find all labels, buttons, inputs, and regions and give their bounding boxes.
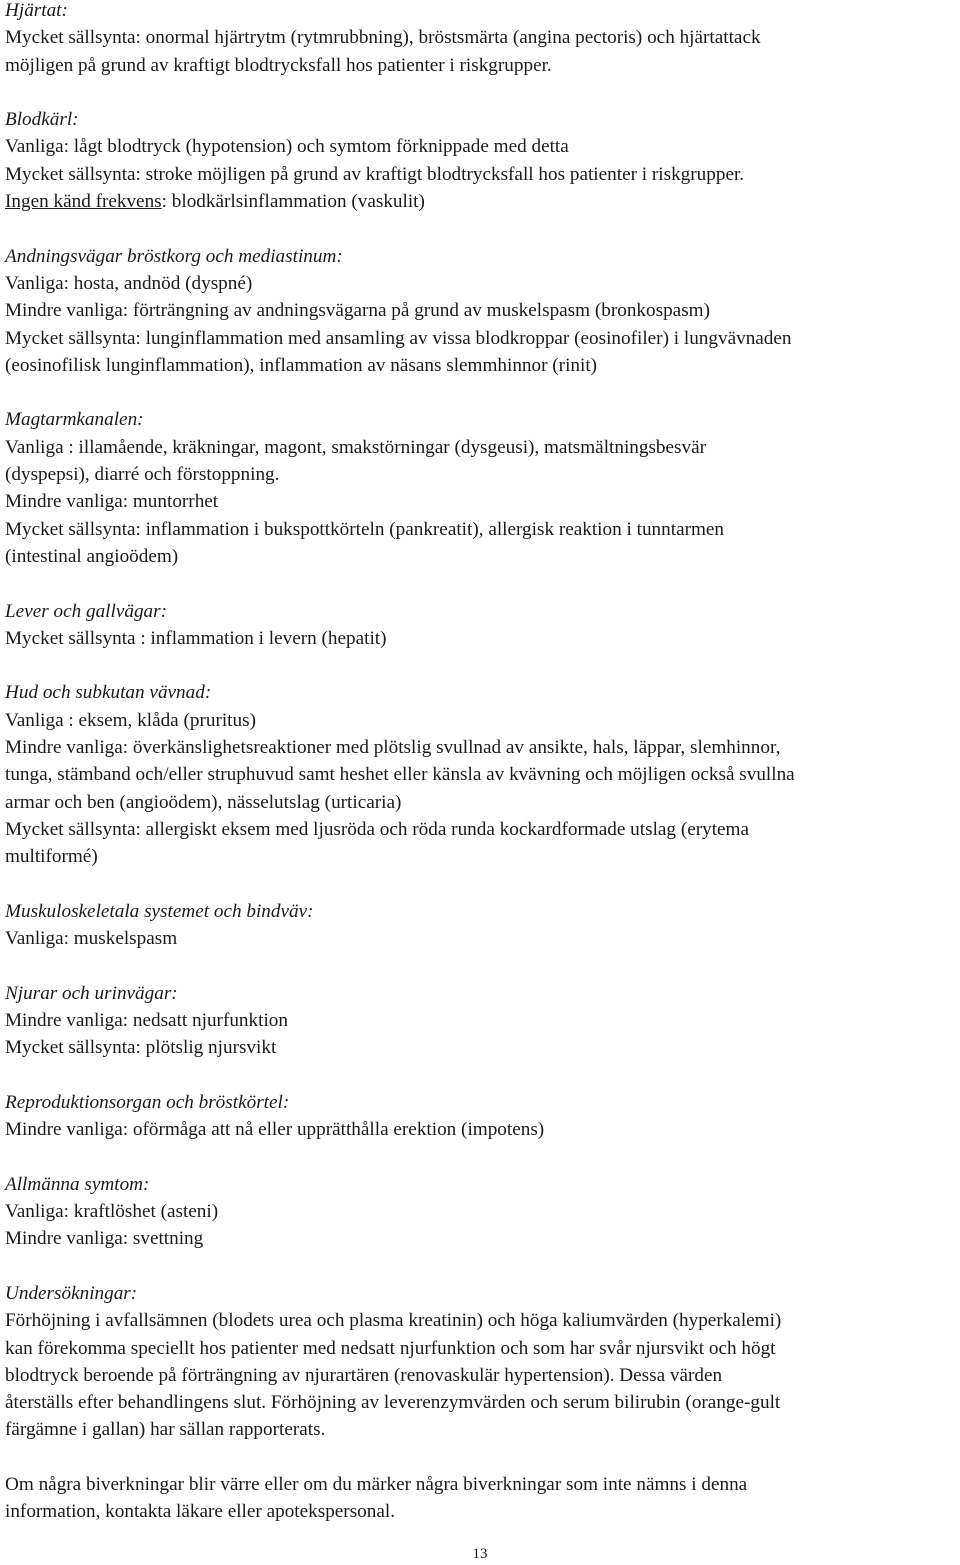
text-line: information, kontakta läkare eller apotekspersonal.: [5, 1501, 395, 1523]
text-line: Mindre vanliga: förträngning av andningsvägarna på grund av muskelspasm (bronkospasm): [5, 300, 710, 322]
section-magtarmkanalen: [5, 406, 957, 570]
text-line: Mycket sällsynta: inflammation i bukspottkörteln (pankreatit), allergisk reaktion i tunntarmen: [5, 518, 725, 540]
document-page: [5, 0, 957, 1553]
frequency-label: Ingen känd frekvens: [5, 191, 162, 213]
section-hud: [5, 679, 957, 870]
text-line: Mindre vanliga: muntorrhet: [5, 491, 219, 513]
text-line: Mycket sällsynta: lunginflammation med ansamling av vissa blodkroppar (eosinofiler) i lungvävnaden: [5, 327, 792, 349]
text-line: armar och ben (angioödem), nässelutslag (urticaria): [5, 791, 402, 813]
section-heading: Hjärtat:: [5, 0, 68, 21]
section-heading: Allmänna symtom:: [5, 1173, 150, 1195]
text-line: Om några biverkningar blir värre eller om du märker några biverkningar som inte nämns i denna: [5, 1474, 748, 1496]
section-lever: [5, 598, 957, 653]
frequency-text: : blodkärlsinflammation (vaskulit): [161, 191, 425, 213]
text-line: Mindre vanliga: överkänslighetsreaktioner med plötslig svullnad av ansikte, hals, läppar, slemhinnor,: [5, 737, 781, 759]
text-line: färgämne i gallan) har sällan rapporterats.: [5, 1419, 326, 1441]
section-andningsvagar: [5, 243, 957, 379]
section-heading: Muskuloskeletala systemet och bindväv:: [5, 900, 314, 922]
text-line: Mycket sällsynta: onormal hjärtrytm (rytmrubbning), bröstsmärta (angina pectoris) och hjärtattack: [5, 27, 761, 49]
section-hjartat: [5, 0, 957, 79]
text-line: tunga, stämband och/eller struphuvud samt heshet eller känsla av kvävning och möjligen också svullna: [5, 764, 795, 786]
text-line: (eosinofilisk lunginflammation), inflammation av näsans slemmhinnor (rinit): [5, 354, 598, 376]
text-line: Vanliga: kraftlöshet (asteni): [5, 1201, 219, 1223]
text-line: Vanliga: muskelspasm: [5, 928, 178, 950]
closing-note: [5, 1471, 957, 1526]
text-line: Mindre vanliga: svettning: [5, 1228, 204, 1250]
section-heading: Blodkärl:: [5, 109, 79, 131]
text-line: möjligen på grund av kraftigt blodtrycksfall hos patienter i riskgrupper.: [5, 54, 552, 76]
section-undersokningar: [5, 1280, 957, 1444]
text-line: Förhöjning i avfallsämnen (blodets urea och plasma kreatinin) och höga kaliumvärden (hyperkalemi): [5, 1310, 782, 1332]
text-line: Mycket sällsynta : inflammation i levern (hepatit): [5, 627, 387, 649]
section-heading: Reproduktionsorgan och bröstkörtel:: [5, 1091, 290, 1113]
section-heading: Lever och gallvägar:: [5, 600, 167, 622]
text-line: blodtryck beroende på förträngning av njurartären (renovaskulär hypertension). Dessa värden: [5, 1364, 723, 1386]
text-line: Mindre vanliga: oförmåga att nå eller upprätthålla erektion (impotens): [5, 1119, 545, 1141]
section-heading: Andningsvägar bröstkorg och mediastinum:: [5, 245, 343, 267]
text-line: Vanliga : eksem, klåda (pruritus): [5, 709, 256, 731]
section-njurar: [5, 980, 957, 1062]
section-heading: Undersökningar:: [5, 1282, 138, 1304]
section-heading: Hud och subkutan vävnad:: [5, 682, 212, 704]
text-line: Vanliga: lågt blodtryck (hypotension) och symtom förknippade med detta: [5, 136, 569, 158]
text-line: (intestinal angioödem): [5, 545, 179, 567]
section-allmanna-symtom: [5, 1171, 957, 1253]
text-line: Mycket sällsynta: plötslig njursvikt: [5, 1037, 277, 1059]
text-line: (dyspepsi), diarré och förstoppning.: [5, 464, 280, 486]
text-line: Mycket sällsynta: allergiskt eksem med ljusröda och röda runda kockardformade utslag (erytema: [5, 818, 749, 840]
section-heading: Magtarmkanalen:: [5, 409, 144, 431]
text-line: Vanliga : illamående, kräkningar, magont, smakstörningar (dysgeusi), matsmältningsbesvär: [5, 436, 707, 458]
section-reproduktionsorgan: [5, 1089, 957, 1144]
frequency-line: [5, 188, 957, 215]
text-line: Mycket sällsynta: stroke möjligen på grund av kraftigt blodtrycksfall hos patienter i riskgrupper.: [5, 163, 745, 185]
section-heading: Njurar och urinvägar:: [5, 982, 178, 1004]
section-muskuloskeletala: [5, 898, 957, 953]
text-line: Vanliga: hosta, andnöd (dyspné): [5, 272, 253, 294]
text-line: multiformé): [5, 846, 98, 868]
text-line: kan förekomma speciellt hos patienter med nedsatt njurfunktion och som har svår njursvikt och högt: [5, 1337, 776, 1359]
page-number: 13: [472, 1546, 488, 1562]
text-line: Mindre vanliga: nedsatt njurfunktion: [5, 1009, 288, 1031]
text-line: återställs efter behandlingens slut. Förhöjning av leverenzymvärden och serum bilirubin (orange-gult: [5, 1392, 781, 1414]
section-blodkarl: [5, 106, 957, 215]
